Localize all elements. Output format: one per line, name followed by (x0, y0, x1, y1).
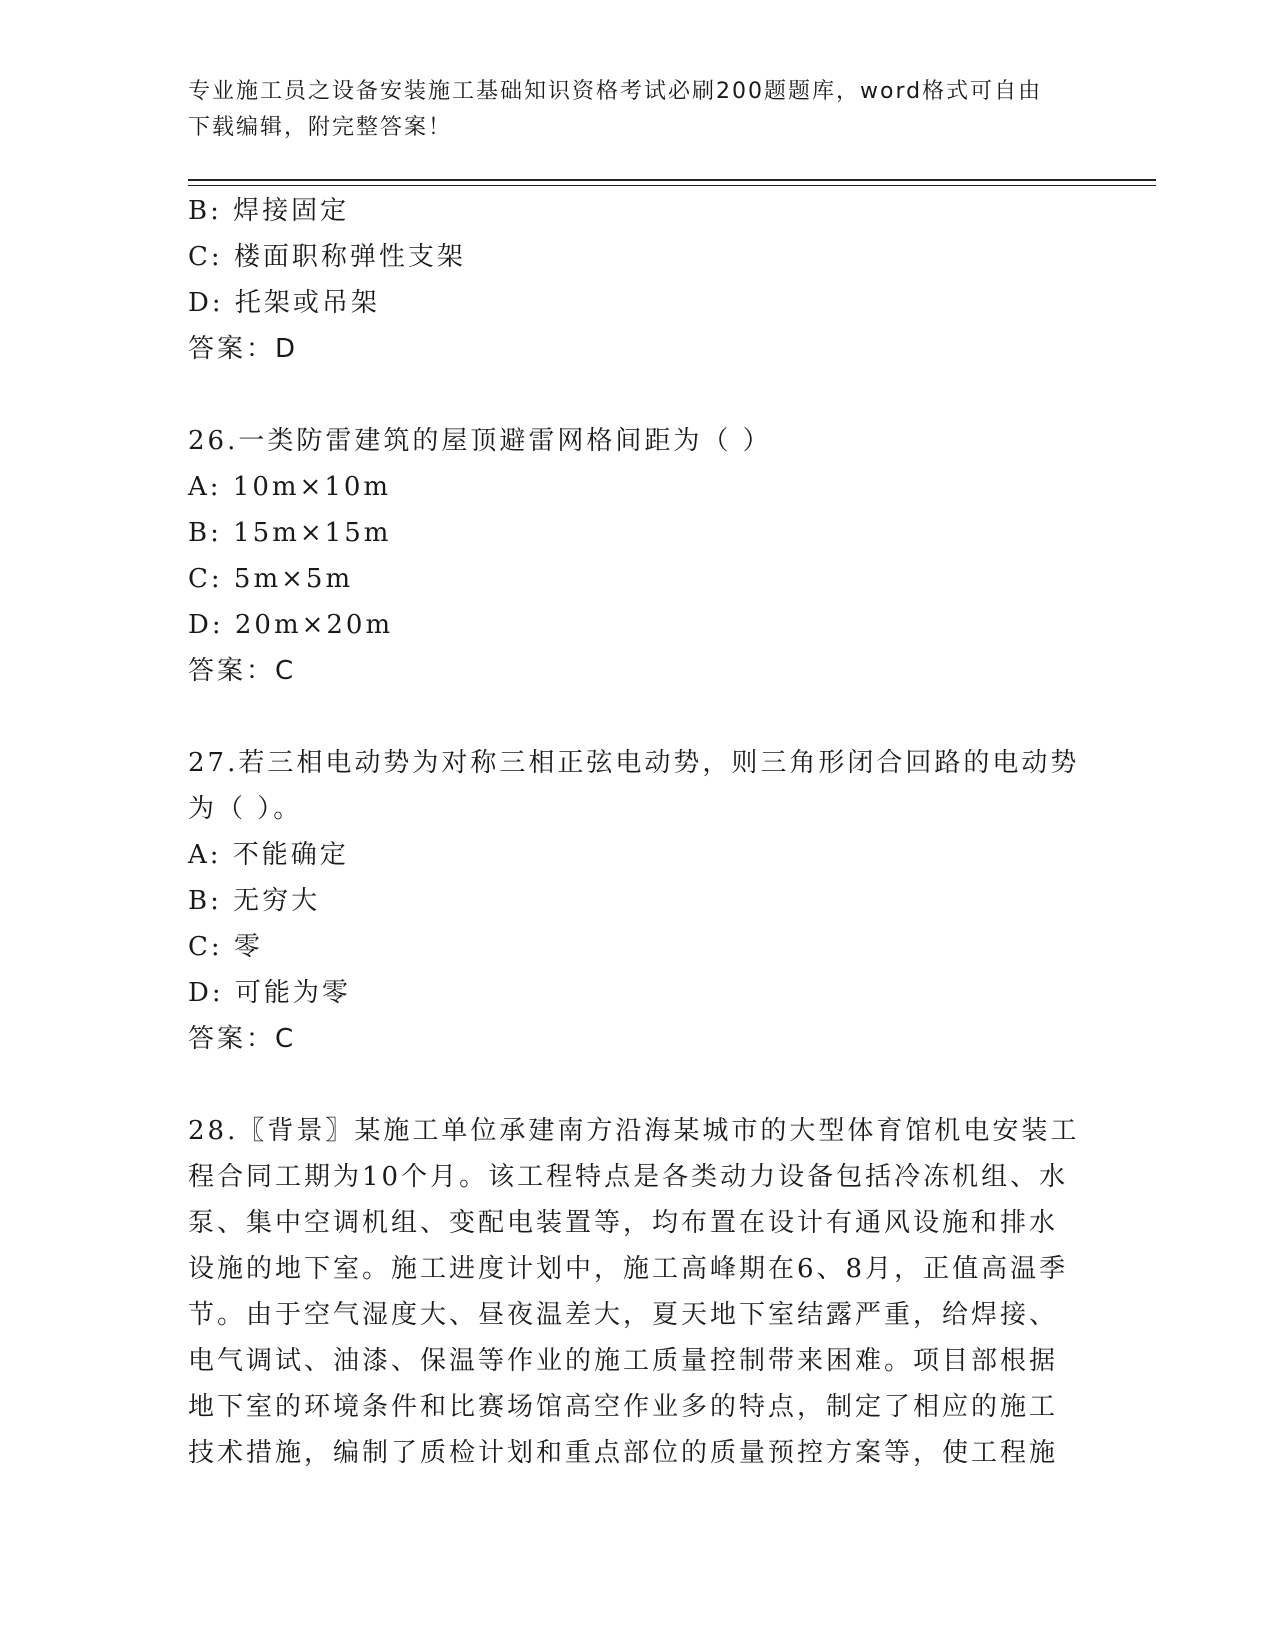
q26-option-d: D: 20m×20m (188, 610, 394, 640)
q27-question-line-2: 为（ ）。 (188, 794, 303, 824)
q26-answer: 答案：C (188, 656, 297, 686)
q28-line: 地下室的环境条件和比赛场馆高空作业多的特点，制定了相应的施工 (188, 1392, 1059, 1422)
q25-option-c: C: 楼面职称弹性支架 (188, 242, 466, 272)
q26-option-c: C: 5m×5m (188, 564, 354, 594)
spacer (188, 372, 1088, 418)
q26-option-a: A: 10m×10m (188, 472, 392, 502)
q27-question-line-1: 27.若三相电动势为对称三相正弦电动势，则三角形闭合回路的电动势 (188, 748, 1080, 778)
q28-line: 电气调试、油漆、保温等作业的施工质量控制带来困难。项目部根据 (188, 1346, 1059, 1376)
header-title-line-1: 专业施工员之设备安装施工基础知识资格考试必刷200题题库，word格式可自由 (188, 79, 1043, 104)
q28-line: 28.〖背景〗某施工单位承建南方沿海某城市的大型体育馆机电安装工 (188, 1116, 1080, 1146)
q28-line: 泵、集中空调机组、变配电装置等，均布置在设计有通风设施和排水 (188, 1208, 1059, 1238)
header-divider-thick (188, 179, 1156, 181)
q27-option-c: C: 零 (188, 932, 263, 962)
q27-option-a: A: 不能确定 (188, 840, 349, 870)
header-title-line-2: 下载编辑，附完整答案！ (188, 115, 453, 140)
question-content (188, 188, 1088, 1476)
q26-question: 26.一类防雷建筑的屋顶避雷网格间距为（ ） (188, 426, 772, 456)
q27-option-b: B: 无穷大 (188, 886, 321, 916)
document-header (188, 74, 1068, 146)
q28-line: 技术措施，编制了质检计划和重点部位的质量预控方案等，使工程施 (188, 1438, 1059, 1468)
q27-answer: 答案：C (188, 1024, 297, 1054)
spacer (188, 1062, 1088, 1108)
q28-line: 程合同工期为10个月。该工程特点是各类动力设备包括冷冻机组、水 (188, 1162, 1069, 1192)
spacer (188, 694, 1088, 740)
q27-option-d: D: 可能为零 (188, 978, 351, 1008)
q25-option-b: B: 焊接固定 (188, 196, 350, 226)
q25-answer: 答案：D (188, 334, 299, 364)
header-divider-thin (188, 185, 1156, 186)
q28-line: 设施的地下室。施工进度计划中，施工高峰期在6、8月，正值高温季 (188, 1254, 1069, 1284)
q28-paragraph (188, 1108, 1080, 1476)
q28-line: 节。由于空气湿度大、昼夜温差大，夏天地下室结露严重，给焊接、 (188, 1300, 1059, 1330)
q26-option-b: B: 15m×15m (188, 518, 392, 548)
q25-option-d: D: 托架或吊架 (188, 288, 380, 318)
